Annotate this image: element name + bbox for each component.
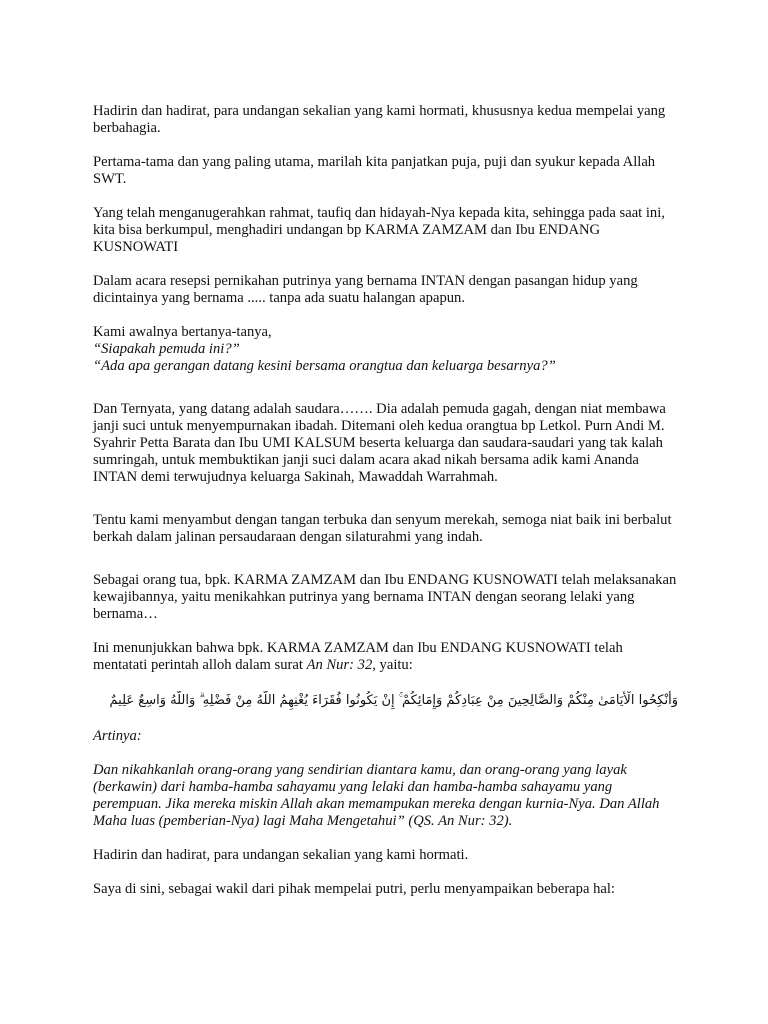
- paragraph-address: Hadirin dan hadirat, para undangan sekalian yang kami hormati.: [93, 847, 469, 863]
- surah-intro-end: yaitu:: [375, 657, 413, 673]
- surah-intro-text: Ini menunjukkan bahwa bpk. KARMA ZAMZAM dan Ibu ENDANG KUSNOWATI telah mentatati perintah alloh dalam surat: [93, 640, 623, 673]
- paragraph-greeting: Hadirin dan hadirat, para undangan sekalian yang kami hormati, khususnya kedua mempelai yang berbahagia.: [93, 103, 666, 136]
- paragraph-reception: Dalam acara resepsi pernikahan putrinya yang bernama INTAN dengan pasangan hidup yang dicintainya yang bernama ..... tanpa ada suatu halangan apapun.: [93, 273, 638, 306]
- paragraph-questions: [93, 324, 678, 375]
- question-1: “Siapakah pemuda ini?”: [93, 341, 240, 357]
- paragraph-surah-reference: [93, 640, 678, 674]
- paragraph-praise: Pertama-tama dan yang paling utama, marilah kita panjatkan puja, puji dan syukur kepada Allah SWT.: [93, 154, 656, 187]
- surah-name: An Nur: 32,: [306, 657, 376, 673]
- arabic-verse: وَأَنْكِحُوا الْأَيَامَىٰ مِنْكُمْ وَالصَّالِحِينَ مِنْ عِبَادِكُمْ وَإِمَائِكُمْ ۚ إِنْ يَكُونُوا فُقَرَاءَ يُغْنِهِمُ اللَّهُ مِنْ فَضْلِهِ ۗ وَاللَّهُ وَاسِعٌ عَلِيمٌ: [109, 693, 678, 708]
- artinya-label: Artinya:: [93, 728, 142, 744]
- paragraph-parents-duty: Sebagai orang tua, bpk. KARMA ZAMZAM dan Ibu ENDANG KUSNOWATI telah melaksanakan kewajibannya, yaitu menikahkan putrinya yang bernama INTAN dengan seorang lelaki yang bernama…: [93, 572, 677, 622]
- paragraph-blessing: Yang telah menganugerahkan rahmat, taufiq dan hidayah-Nya kepada kita, sehingga pada saat ini, kita bisa berkumpul, menghadiri undangan bp KARMA ZAMZAM dan Ibu ENDANG KUSNOWATI: [93, 205, 665, 255]
- question-2: “Ada apa gerangan datang kesini bersama orangtua dan keluarga besarnya?”: [93, 358, 556, 374]
- document-body: [93, 103, 678, 915]
- paragraph-welcome: Tentu kami menyambut dengan tangan terbuka dan senyum merekah, semoga niat baik ini berbalut berkah dalam jalinan persaudaraan dengan silaturahmi yang indah.: [93, 512, 672, 545]
- questions-intro: Kami awalnya bertanya-tanya,: [93, 324, 272, 340]
- paragraph-groom-arrival: Dan Ternyata, yang datang adalah saudara……. Dia adalah pemuda gagah, dengan niat membawa janji suci untuk menyempurnakan ibadah. Ditemani oleh kedua orangtua bp Letkol. Purn Andi M. Syahrir Petta Barata dan Ibu UMI KALSUM beserta keluarga dan saudara-saudari yang tak kalah sumringah, untuk membuktikan janji suci dalam acara akad nikah bersama adik kami Ananda INTAN demi terwujudnya keluarga Sakinah, Mawaddah Warrahmah.: [93, 401, 666, 485]
- verse-translation: Dan nikahkanlah orang-orang yang sendirian diantara kamu, dan orang-orang yang layak (berkawin) dari hamba-hamba sahayamu yang lelaki dan hamba-hamba sahayamu yang perempuan. Jika mereka miskin Allah akan memampukan mereka dengan kurnia-Nya. Dan Allah Maha luas (pemberian-Nya) lagi Maha Mengetahui” (QS. An Nur: 32).: [93, 762, 660, 829]
- paragraph-representative: Saya di sini, sebagai wakil dari pihak mempelai putri, perlu menyampaikan beberapa hal:: [93, 881, 615, 897]
